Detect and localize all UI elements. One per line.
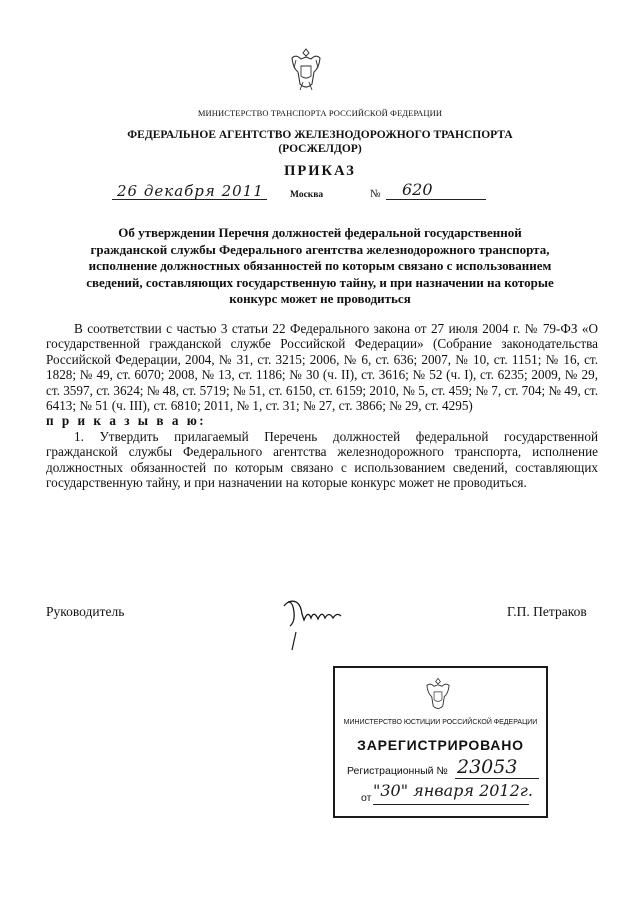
signer-title: Руководитель	[46, 604, 125, 619]
agency-name-line1: ФЕДЕРАЛЬНОЕ АГЕНТСТВО ЖЕЛЕЗНОДОРОЖНОГО ТРАНСПОРТА	[127, 129, 513, 141]
subject-line: сведений, составляющих государственную тайну, и при назначении на которые	[86, 274, 554, 290]
number-sign: №	[370, 188, 381, 200]
order-subject	[40, 225, 600, 308]
preamble-paragraph: В соответствии с частью 3 статьи 22 Федерального закона от 27 июля 2004 г. № 79-ФЗ «О государственной гражданской службе Российской Федерации» (Собрание законодательства Российской Федерации, 2004, № 31, ст. 3215; 2006, № 6, ст. 636; 2007, № 10, ст. 1151; № 16, ст. 1828; № 49, ст. 6070; 2008, № 13, ст. 1186; № 30 (ч. II), ст. 3616; № 52 (ч. I), ст. 6235; 2009, № 29, ст. 3597, ст. 3624; № 48, ст. 5719; № 51, ст. 6150, ст. 6159; 2010, № 5, ст. 459; № 7, ст. 704; № 49, ст. 6413; № 51 (ч. III), ст. 6810; 2011, № 1, ст. 31; № 27, ст. 3866; № 29, ст. 4295)	[46, 321, 598, 414]
stamp-ministry-name: МИНИСТЕРСТВО ЮСТИЦИИ РОССИЙСКОЙ ФЕДЕРАЦИИ	[343, 719, 538, 726]
subject-line: исполнение должностных обязанностей по которым связано с использованием	[88, 258, 552, 273]
stamp-date-underline	[373, 804, 529, 805]
stamp-number-underline	[455, 778, 539, 779]
stamp-registration-number-label: Регистрационный №	[347, 765, 448, 777]
city-label: Москва	[290, 190, 324, 200]
number-underline	[386, 199, 486, 200]
stamp-registration-date: "30" января 2012г.	[373, 781, 533, 800]
handwritten-date: 26 декабря 2011	[117, 182, 264, 200]
agency-name	[0, 128, 640, 156]
stamp-date-prefix: от	[361, 792, 372, 804]
stamp-registration-number: 23053	[457, 756, 518, 778]
signer-name: Г.П. Петраков	[507, 604, 587, 619]
subject-line: гражданской службы Федерального агентства железнодорожного транспорта,	[90, 241, 550, 257]
order-item-1: 1. Утвердить прилагаемый Перечень должностей федеральной государственной гражданской службы Федерального агентства железнодорожного транспорта, исполнение должностных обязанностей по которым связано с использованием сведений, составляющих государственную тайну, и при назначении на которые конкурс может не проводиться.	[46, 428, 598, 491]
registration-stamp	[333, 666, 548, 818]
coat-of-arms-icon	[286, 46, 326, 94]
document-type-title: ПРИКАЗ	[284, 163, 356, 179]
subject-line: Об утверждении Перечня должностей федеральной государственной	[118, 225, 522, 240]
order-body	[46, 321, 598, 490]
handwritten-order-number: 620	[402, 180, 433, 199]
handwritten-signature	[278, 592, 350, 654]
subject-line: конкурс может не проводиться	[229, 291, 411, 306]
order-word: п р и к а з ы в а ю:	[46, 413, 207, 429]
date-underline	[112, 199, 267, 200]
ministry-name: МИНИСТЕРСТВО ТРАНСПОРТА РОССИЙСКОЙ ФЕДЕРАЦИИ	[197, 108, 443, 118]
agency-name-line2: (РОСЖЕЛДОР)	[278, 143, 362, 155]
coat-of-arms-icon	[422, 676, 454, 714]
stamp-registered-label: ЗАРЕГИСТРИРОВАНО	[357, 737, 524, 753]
